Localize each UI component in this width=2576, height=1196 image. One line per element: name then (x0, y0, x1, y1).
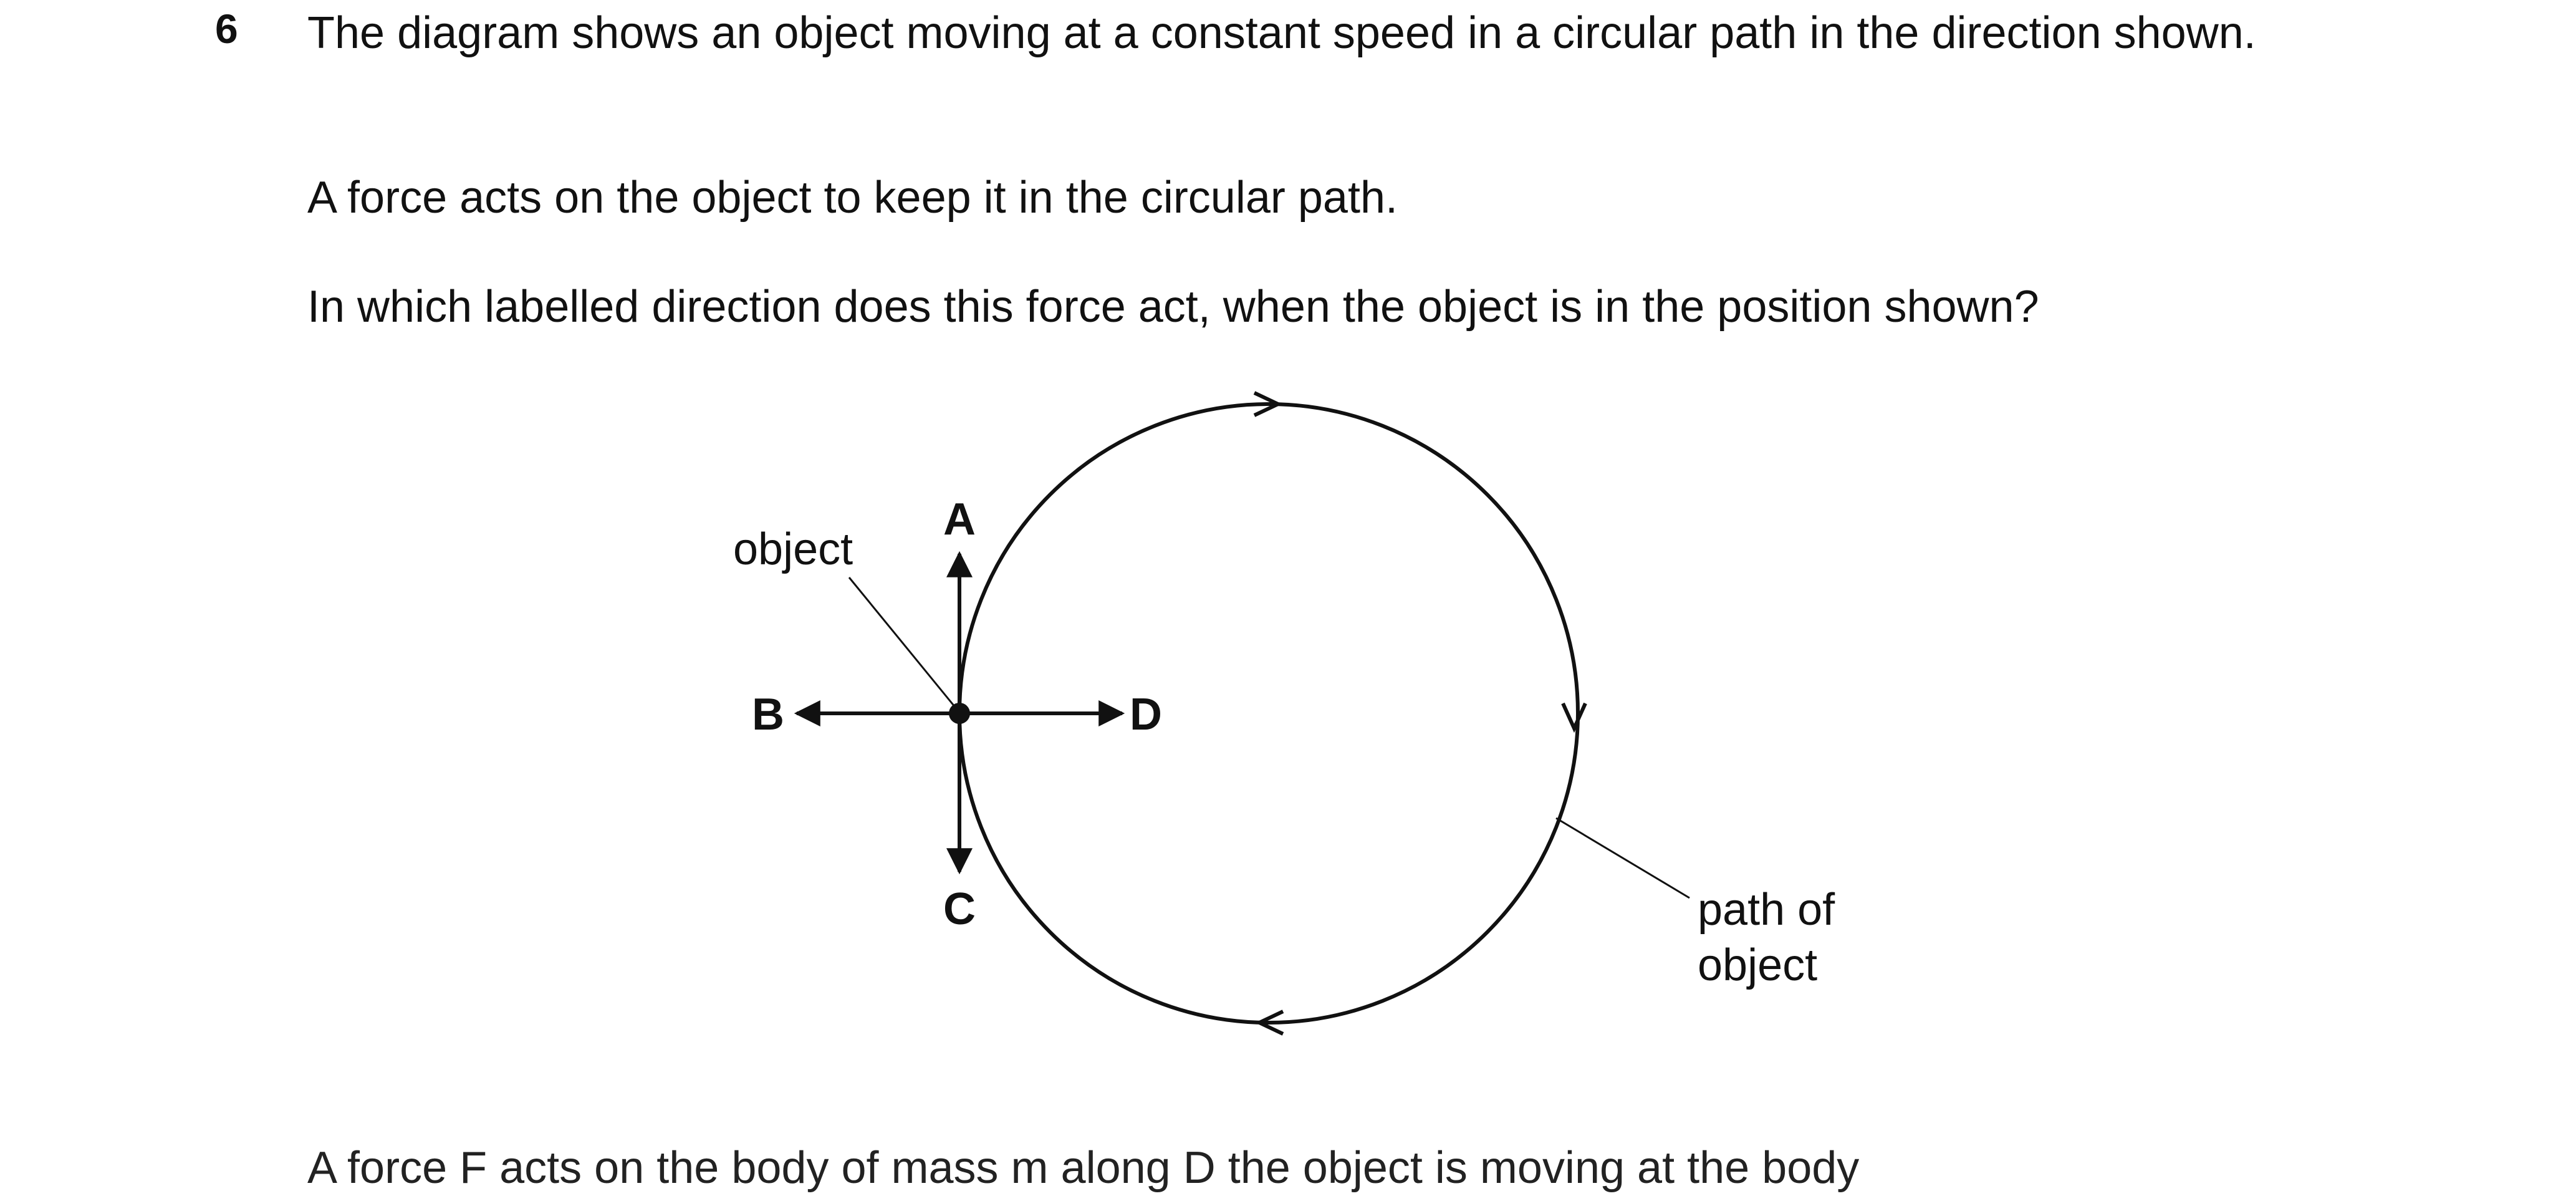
path-arrow-right (1563, 703, 1585, 728)
label-D: D (1130, 690, 1162, 740)
label-C: C (943, 884, 976, 934)
question-number: 6 (215, 6, 238, 52)
question-paragraph-3: In which labelled direction does this force act, when the object is in the position shown? (307, 282, 2039, 332)
path-leader-line (1556, 818, 1689, 898)
label-B: B (752, 690, 784, 740)
question-paragraph-2: A force acts on the object to keep it in the circular path. (307, 173, 1398, 223)
object-leader-line (849, 577, 955, 707)
object-label: object (733, 524, 853, 574)
question-paragraph-1: The diagram shows an object moving at a constant speed in a circular path in the direction shown. (307, 8, 2256, 58)
path-label-line-1: path of (1698, 885, 1835, 935)
cutoff-text-line: A force F acts on the body of mass m along D the object is moving at the body (307, 1143, 1860, 1193)
label-A: A (943, 494, 976, 544)
object-dot (949, 703, 970, 724)
path-label-line-2: object (1698, 940, 1818, 990)
